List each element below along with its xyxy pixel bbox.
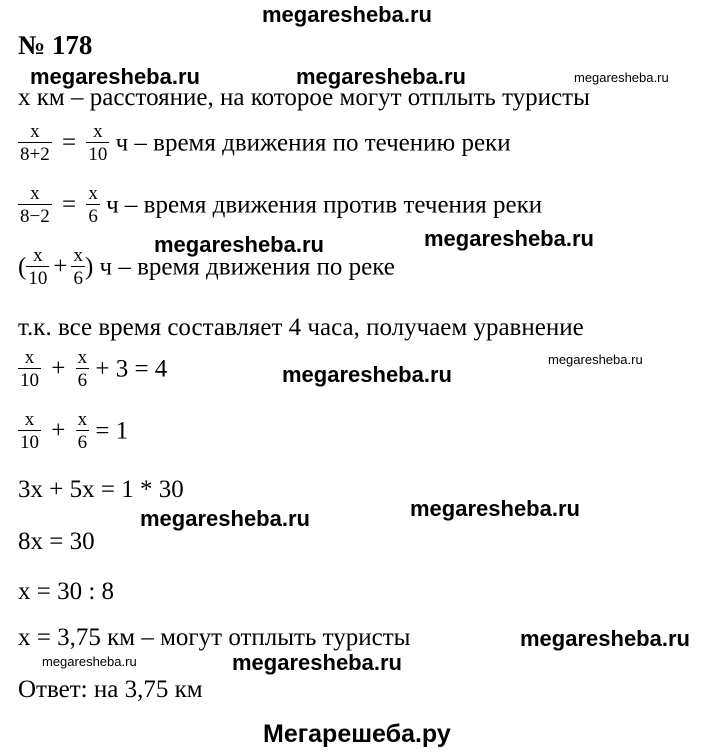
fraction: $\frac{x}{8-2}$ bbox=[20, 183, 50, 227]
solution-line-3: $\frac{x}{8-2}$ = $\frac{x}{6}$ ч – время движения против течения реки bbox=[20, 183, 543, 227]
fraction: $\frac{x}{6}$ bbox=[88, 183, 98, 227]
watermark: megaresheba.ru bbox=[30, 64, 200, 89]
fraction: $\frac{x}{8+2}$ bbox=[20, 121, 50, 165]
solution-line-7: $\frac{x}{10}$ + $\frac{x}{6}$ = 1 bbox=[20, 409, 129, 453]
solution-line-11: x = 3,75 км – могут отплыть туристы bbox=[18, 624, 411, 651]
footer-brand: Мегарешеба.ру bbox=[263, 720, 451, 748]
header-watermark: megaresheba.ru bbox=[262, 2, 432, 27]
fraction: $\frac{x}{6}$ bbox=[73, 245, 83, 289]
watermark: megaresheba.ru bbox=[140, 506, 310, 531]
solution-line-9: 8x = 30 bbox=[18, 528, 95, 555]
fraction: $\frac{x}{6}$ bbox=[77, 409, 88, 453]
problem-number: № 178 bbox=[18, 30, 93, 60]
fraction: $\frac{x}{10}$ bbox=[20, 347, 39, 391]
watermark: megaresheba.ru bbox=[574, 70, 669, 85]
watermark: megaresheba.ru bbox=[232, 650, 402, 675]
solution-line-5: т.к. все время составляет 4 часа, получаем уравнение bbox=[18, 314, 584, 341]
watermark: megaresheba.ru bbox=[296, 64, 466, 89]
fraction: $\frac{x}{10}$ bbox=[20, 409, 39, 453]
watermark: megaresheba.ru bbox=[154, 232, 324, 257]
solution-line-6: $\frac{x}{10}$ + $\frac{x}{6}$ + 3 = 4 bbox=[20, 347, 168, 391]
solution-line-2: $\frac{x}{8+2}$ = $\frac{x}{10}$ ч – время движения по течению реки bbox=[20, 121, 511, 165]
solution-line-8: 3x + 5x = 1 * 30 bbox=[18, 476, 184, 503]
fraction: $\frac{x}{10}$ bbox=[28, 245, 48, 289]
fraction: $\frac{x}{6}$ bbox=[77, 347, 88, 391]
fraction: $\frac{x}{10}$ bbox=[88, 121, 108, 165]
solution-line-10: x = 30 : 8 bbox=[18, 578, 115, 605]
watermark: megaresheba.ru bbox=[424, 226, 594, 251]
solution-line-1: x км – расстояние, на которое могут отплыть туристы bbox=[18, 84, 590, 111]
watermark: megaresheba.ru bbox=[282, 362, 452, 387]
solution-line-4: ( $\frac{x}{10}$ + $\frac{x}{6}$ ) ч – время движения по реке bbox=[18, 245, 395, 289]
answer-line: Ответ: на 3,75 км bbox=[18, 676, 203, 703]
watermark: megaresheba.ru bbox=[42, 654, 137, 669]
watermark: megaresheba.ru bbox=[548, 352, 643, 367]
watermark: megaresheba.ru bbox=[520, 626, 690, 651]
watermark: megaresheba.ru bbox=[410, 496, 580, 521]
